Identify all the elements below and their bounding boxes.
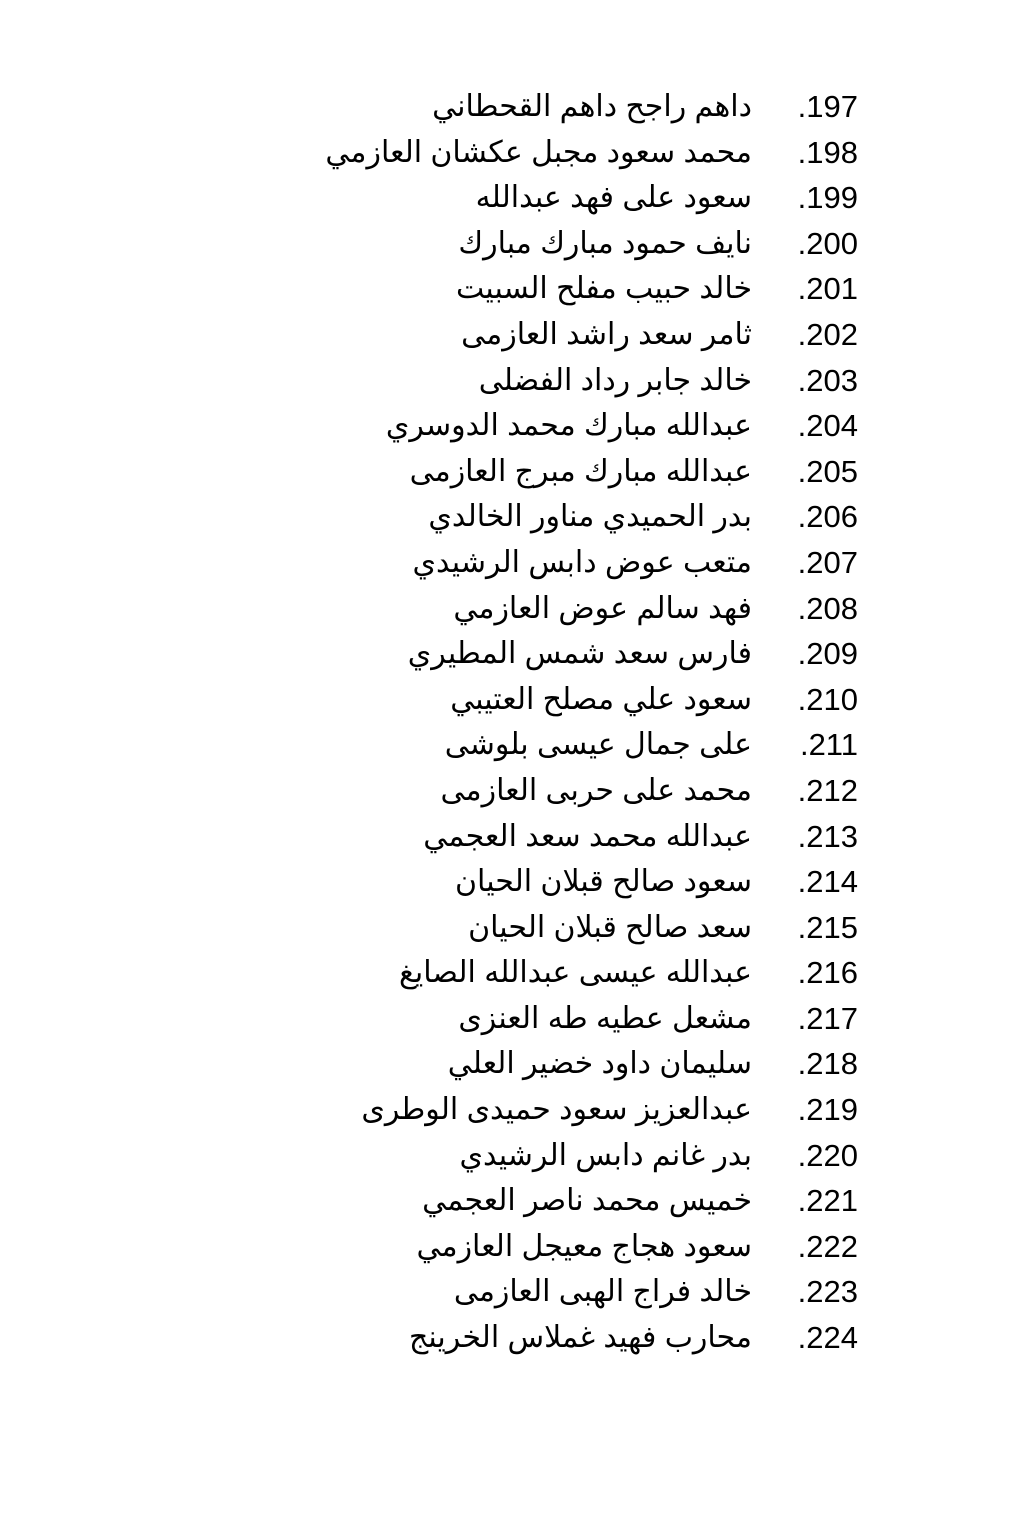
item-number: .201: [797, 271, 858, 307]
item-name: عبدالله مبارك محمد الدوسري: [385, 409, 752, 443]
item-name: بدر غانم دابس الرشيدي: [459, 1138, 752, 1172]
list-item: [0, 130, 1010, 176]
list-item: [0, 312, 1010, 358]
item-number: .202: [797, 316, 858, 352]
item-number: .209: [797, 636, 858, 672]
item-name: محمد على حربى العازمى: [440, 773, 752, 807]
item-name: سعود هجاج معيجل العازمي: [416, 1229, 752, 1263]
item-number: .213: [797, 818, 858, 854]
list-item: [0, 494, 1010, 540]
item-number: .221: [797, 1183, 858, 1219]
item-name: خميس محمد ناصر العجمي: [422, 1184, 752, 1218]
item-number: .208: [797, 590, 858, 626]
item-number: .218: [797, 1046, 858, 1082]
item-number: .223: [797, 1274, 858, 1310]
item-number: .205: [797, 453, 858, 489]
item-number: .198: [797, 134, 858, 170]
item-number: .204: [797, 408, 858, 444]
item-number: .212: [797, 772, 858, 808]
list-item: [0, 449, 1010, 495]
list-item: [0, 540, 1010, 586]
list-item: [0, 1269, 1010, 1315]
list-item: [0, 996, 1010, 1042]
item-name: مشعل عطيه طه العنزى: [458, 1001, 752, 1035]
item-number: .219: [797, 1092, 858, 1128]
item-number: .216: [797, 955, 858, 991]
item-name: سعود صالح قبلان الحيان: [455, 865, 752, 899]
item-number: .207: [797, 544, 858, 580]
list-item: [0, 175, 1010, 221]
list-item: [0, 221, 1010, 267]
item-number: .200: [797, 225, 858, 261]
list-item: [0, 859, 1010, 905]
item-number: .199: [797, 180, 858, 216]
list-item: [0, 905, 1010, 951]
item-name: عبدالعزيز سعود حميدى الوطرى: [361, 1093, 752, 1127]
list-item: [0, 84, 1010, 130]
list-item: [0, 1087, 1010, 1133]
item-number: .214: [797, 864, 858, 900]
item-number: .210: [797, 681, 858, 717]
item-number: .224: [797, 1320, 858, 1356]
item-name: سعد صالح قبلان الحيان: [468, 910, 752, 944]
item-name: محارب فهيد غملاس الخرينج: [409, 1321, 752, 1355]
list-item: [0, 1315, 1010, 1361]
list-item: [0, 677, 1010, 723]
item-number: .211: [799, 727, 858, 763]
item-name: سعود علي مصلح العتيبي: [450, 682, 752, 716]
item-number: .215: [797, 909, 858, 945]
list-item: [0, 768, 1010, 814]
item-number: .197: [797, 89, 858, 124]
item-name: نايف حمود مبارك مبارك: [458, 226, 752, 260]
item-number: .222: [797, 1228, 858, 1264]
item-name: على جمال عيسى بلوشى: [444, 728, 752, 762]
list-item: [0, 266, 1010, 312]
item-name: سعود على فهد عبدالله: [475, 181, 752, 215]
item-name: خالد جابر رداد الفضلى: [478, 363, 752, 397]
list-item: [0, 358, 1010, 404]
item-number: .220: [797, 1137, 858, 1173]
item-name: فارس سعد شمس المطيري: [407, 637, 752, 671]
list-item: [0, 950, 1010, 996]
item-name: سليمان داود خضير العلي: [447, 1047, 752, 1081]
item-name: عبدالله مبارك مبرج العازمى: [409, 454, 752, 488]
item-name: عبدالله محمد سعد العجمي: [423, 819, 752, 853]
item-name: خالد فراج الهبى العازمى: [453, 1275, 752, 1309]
list-item: [0, 722, 1010, 768]
list-item: [0, 586, 1010, 632]
list-item: [0, 1224, 1010, 1270]
list-item: [0, 631, 1010, 677]
item-number: .203: [797, 362, 858, 398]
item-number: .206: [797, 499, 858, 535]
list-item: [0, 1041, 1010, 1087]
item-name: بدر الحميدي مناور الخالدي: [428, 500, 752, 534]
list-item: [0, 814, 1010, 860]
list-item: [0, 403, 1010, 449]
item-name: فهد سالم عوض العازمي: [453, 591, 752, 625]
item-number: .217: [797, 1000, 858, 1036]
names-list: [0, 84, 1010, 1361]
item-name: خالد حبيب مفلح السبيت: [455, 272, 752, 306]
item-name: عبدالله عيسى عبدالله الصايغ: [398, 956, 752, 990]
list-item: [0, 1133, 1010, 1179]
item-name: ثامر سعد راشد العازمى: [461, 317, 752, 351]
list-item: [0, 1178, 1010, 1224]
item-name: محمد سعود مجبل عكشان العازمي: [325, 135, 752, 169]
item-name: متعب عوض دابس الرشيدي: [412, 545, 752, 579]
item-name: داهم راجح داهم القحطاني: [432, 90, 752, 123]
